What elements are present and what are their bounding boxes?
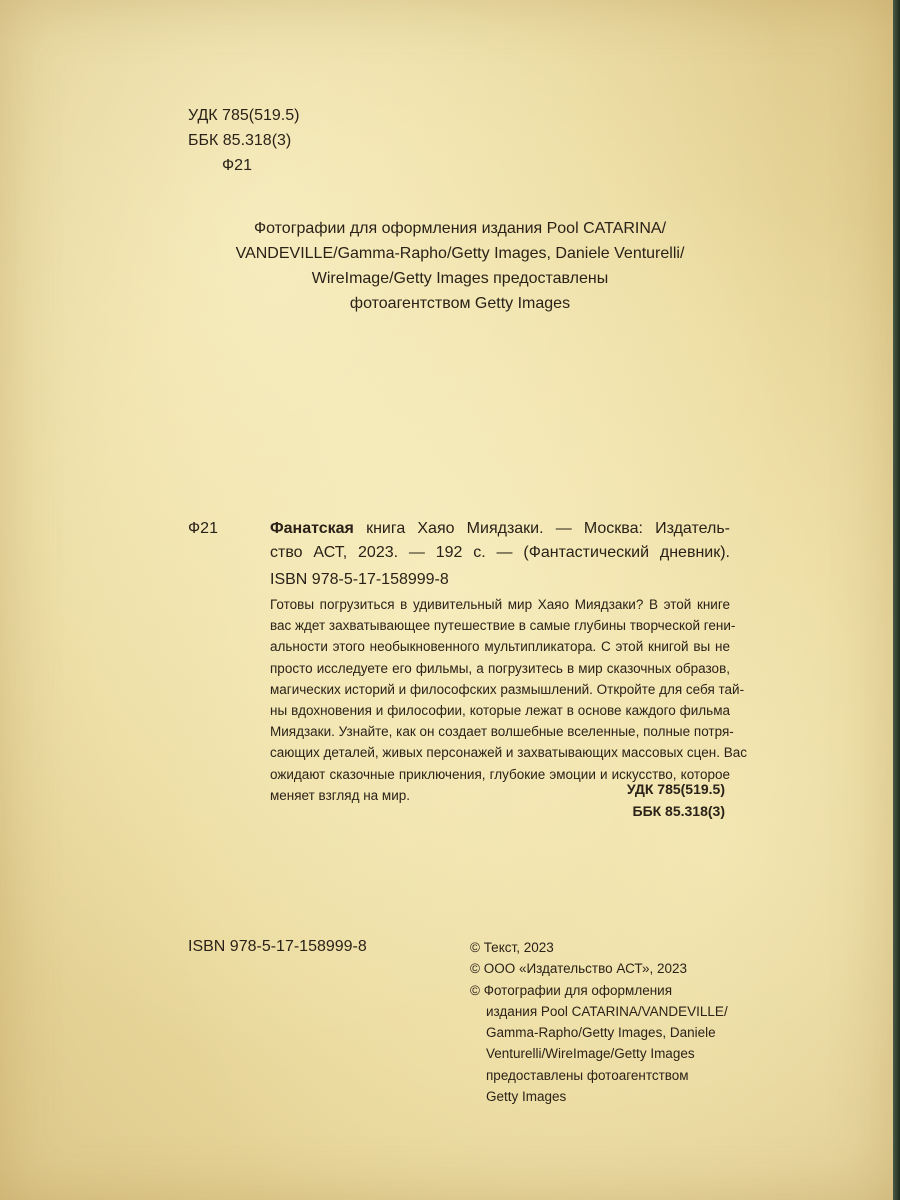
annotation-line: ны вдохновения и философии, которые лежат в основе каждого фильма [270, 703, 730, 719]
isbn-bottom: ISBN 978-5-17-158999-8 [188, 938, 367, 955]
udk-index-top: УДК 785(519.5) [188, 107, 300, 124]
bibliographic-line-1 [270, 517, 730, 541]
photo-credits-line: VANDEVILLE/Gamma-Rapho/Getty Images, Daniele Venturelli/ [235, 245, 685, 262]
copyright-line: Gamma-Rapho/Getty Images, Daniele [486, 1025, 716, 1041]
copyright-line: издания Pool CATARINA/VANDEVILLE/ [486, 1003, 728, 1019]
annotation-line: сающих деталей, живых персонажей и захватывающих массовых сцен. Вас [270, 745, 747, 761]
bbk-index-top: ББК 85.318(3) [188, 132, 292, 149]
photo-credits-line: Фотографии для оформления издания Pool CATARINA/ [253, 220, 667, 237]
annotation-line: вас ждет захватывающее путешествие в самые глубины творческой гени- [270, 618, 736, 634]
book-spine-edge [893, 0, 900, 1200]
classification-indices [627, 778, 725, 822]
copyright-line: © Текст, 2023 [470, 940, 554, 955]
udk-index: УДК 785(519.5) [626, 781, 725, 797]
copyright-line: Getty Images [486, 1089, 567, 1105]
photo-credits [170, 216, 750, 316]
photo-credits-line: фотоагентством Getty Images [349, 295, 571, 312]
author-cipher: Ф21 [188, 520, 218, 537]
isbn-record: ISBN 978-5-17-158999-8 [270, 571, 449, 588]
book-title-bold: Фанатская [270, 520, 354, 537]
bbk-index: ББК 85.318(3) [632, 803, 725, 819]
photo-credits-line: WireImage/Getty Images предоставлены [311, 270, 609, 287]
author-cipher-top: Ф21 [222, 157, 252, 174]
copyright-line: предоставлены фотоагентством [486, 1067, 689, 1083]
copyright-line: © Фотографии для оформления [470, 982, 673, 998]
annotation-line: Готовы погрузиться в удивительный мир Хаяо Миядзаки? В этой книге [270, 597, 730, 612]
copyright-block [470, 937, 740, 1107]
copyright-line: Venturelli/WireImage/Getty Images [486, 1046, 695, 1062]
annotation-line: ожидают сказочные приключения, глубокие эмоции и искусство, которое [270, 766, 730, 782]
annotation-line: меняет взгляд на мир. [270, 787, 410, 803]
bibliographic-line-2: ство АСТ, 2023. — 192 с. — (Фантастический дневник). [270, 544, 730, 561]
copyright-line: © ООО «Издательство АСТ», 2023 [470, 961, 688, 977]
bibliographic-line-1-rest: книга Хаяо Миядзаки. — Москва: Издатель- [366, 520, 730, 537]
annotation-line: альности этого необыкновенного мультипликатора. С этой книгой вы не [270, 639, 730, 655]
annotation-line: магических историй и философских размышлений. Откройте для себя тай- [270, 681, 745, 697]
annotation [270, 594, 747, 806]
annotation-line: Миядзаки. Узнайте, как он создает волшебные вселенные, полные потря- [270, 724, 734, 740]
annotation-line: просто исследуете его фильмы, а погрузитесь в мир сказочных образов, [270, 660, 730, 676]
bibliographic-record [270, 517, 730, 565]
